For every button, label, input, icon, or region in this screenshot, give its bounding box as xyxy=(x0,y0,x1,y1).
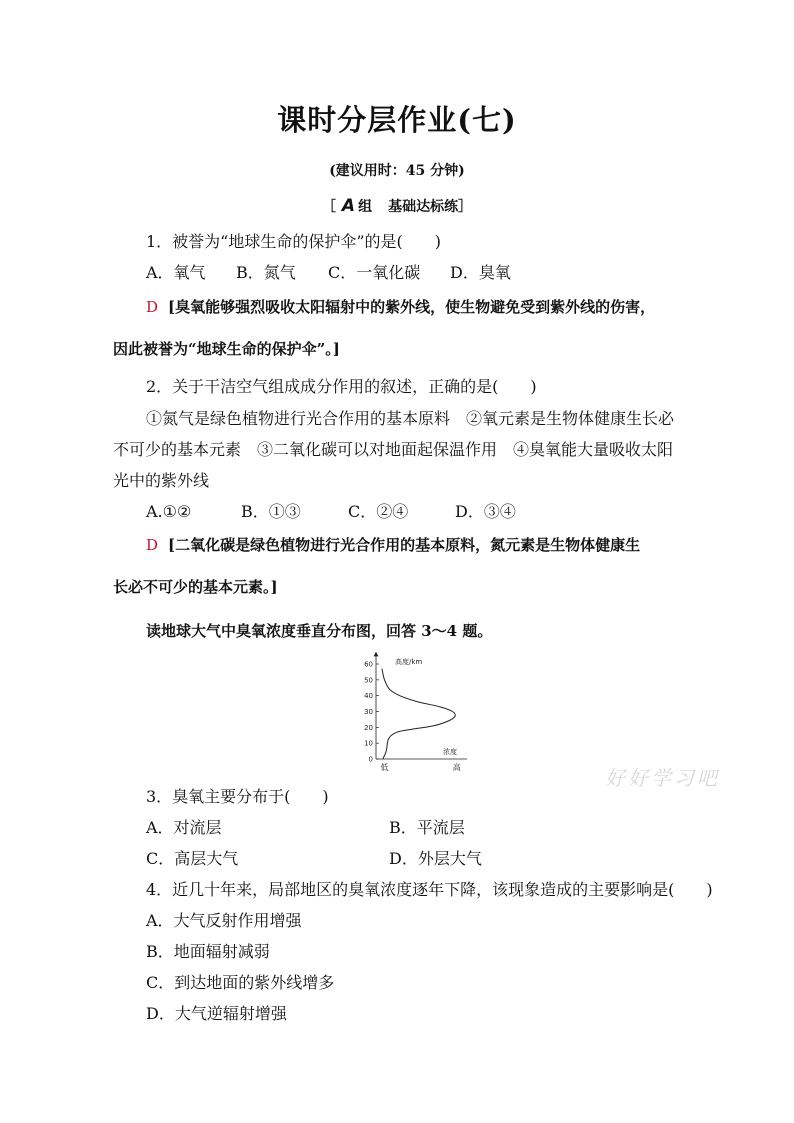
ozone-concentration-curve xyxy=(382,669,455,759)
ozone-chart xyxy=(355,652,475,774)
watermark: 好好学习吧 xyxy=(605,766,720,790)
section-name: 基础达标练 xyxy=(388,199,459,215)
y-tick-label: 10 xyxy=(364,739,373,748)
section-header xyxy=(0,196,794,216)
q3-option-b: B．平流层 xyxy=(389,818,465,837)
q1-option-c: C．一氧化碳 xyxy=(328,263,421,282)
q3-option-d: D．外层大气 xyxy=(389,849,482,868)
q1-stem: 1．被誉为“地球生命的保护伞”的是( ) xyxy=(146,232,442,251)
y-tick-label: 0 xyxy=(368,755,373,764)
y-axis-label: 高度/km xyxy=(395,658,423,666)
x-axis-label: 浓度 xyxy=(443,748,457,756)
bracket-close: ］ xyxy=(458,199,473,215)
q4-stem: 4．近几十年来，局部地区的臭氧浓度逐年下降，该现象造成的主要影响是( ) xyxy=(146,880,713,899)
q1-explanation-line1: [臭氧能够强烈吸收太阳辐射中的紫外线，使生物避免受到紫外线的伤害， xyxy=(168,298,656,316)
q2-option-a: A.①② xyxy=(146,502,192,521)
q2-option-c: C．②④ xyxy=(348,502,409,521)
q3-option-c: C．高层大气 xyxy=(146,849,239,868)
group-a-icon: A xyxy=(341,196,356,216)
q2-explanation-line2: 长必不可少的基本元素。] xyxy=(113,578,278,596)
q2-statement-line3: 光中的紫外线 xyxy=(113,471,210,490)
section-group: 组 xyxy=(358,199,373,215)
suggested-time: (建议用时：45 分钟) xyxy=(329,163,465,179)
q2-answer-letter: D xyxy=(146,536,159,554)
y-tick-label: 40 xyxy=(364,692,373,701)
bracket-open: ［ xyxy=(321,199,336,215)
y-tick-label: 30 xyxy=(364,708,373,716)
q1-option-d: D．臭氧 xyxy=(450,263,511,282)
q3-option-a: A．对流层 xyxy=(146,818,222,837)
q4-option-b: B．地面辐射减弱 xyxy=(146,942,270,961)
q1-option-b: B．氮气 xyxy=(236,263,296,282)
y-tick-label: 20 xyxy=(364,723,373,732)
q2-answer xyxy=(146,534,640,555)
q3-stem: 3．臭氧主要分布于( ) xyxy=(146,787,329,806)
q2-statement-line2: 不可少的基本元素 ③二氧化碳可以对地面起保温作用 ④臭氧能大量吸收太阳 xyxy=(113,440,674,459)
q2-option-d: D．③④ xyxy=(455,502,516,521)
q1-explanation-line2: 因此被誉为“地球生命的保护伞”。] xyxy=(113,340,340,358)
q4-option-c: C．到达地面的紫外线增多 xyxy=(146,973,335,992)
y-tick-label: 50 xyxy=(364,676,373,685)
q4-option-a: A．大气反射作用增强 xyxy=(146,911,302,930)
x-tick-label: 高 xyxy=(452,763,461,772)
q1-answer-letter: D xyxy=(146,298,159,316)
q1-answer xyxy=(146,296,655,317)
x-tick-label: 低 xyxy=(380,763,389,772)
q4-option-d: D．大气逆辐射增强 xyxy=(146,1004,287,1023)
q2-statement-line1: ①氮气是绿色植物进行光合作用的基本原料 ②氧元素是生物体健康生长必 xyxy=(146,409,675,428)
q1-options xyxy=(146,260,511,283)
page-title: 课时分层作业(七) xyxy=(277,103,517,137)
q2-explanation-line1: [二氧化碳是绿色植物进行光合作用的基本原料，氮元素是生物体健康生 xyxy=(168,536,641,554)
q2-option-b: B．①③ xyxy=(241,502,301,521)
chart-intro: 读地球大气中臭氧浓度垂直分布图，回答 3～4 题。 xyxy=(146,622,493,640)
q1-option-a: A．氧气 xyxy=(146,263,206,282)
y-tick-label: 60 xyxy=(364,660,373,669)
q2-options xyxy=(146,499,516,522)
q2-stem: 2．关于干洁空气组成成分作用的叙述，正确的是( ) xyxy=(146,377,537,396)
